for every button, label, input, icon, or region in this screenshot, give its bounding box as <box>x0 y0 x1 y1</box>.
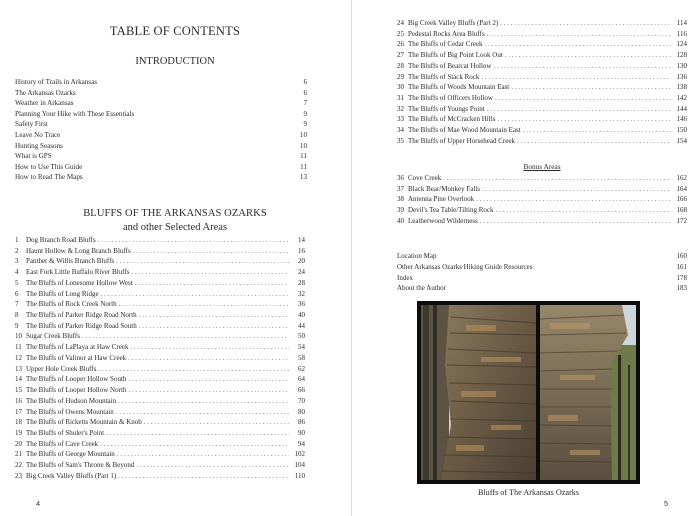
dot-leader <box>117 449 289 460</box>
toc-entry <box>15 119 307 130</box>
entry-page-number: 168 <box>676 206 687 215</box>
entry-page-number: 36 <box>298 300 305 309</box>
entry-page-number: 110 <box>294 471 305 480</box>
dot-leader <box>480 216 671 227</box>
entry-title: Leatherwood Wilderness <box>408 216 478 225</box>
entry-title: East Fork Little Buffalo River Bluffs <box>26 268 130 277</box>
entry-title: The Bluffs of Youngs Point <box>408 104 485 113</box>
entry-number: 7 <box>15 300 19 309</box>
entry-title: The Bluffs of Looper Hollow North <box>26 386 127 395</box>
dot-leader <box>100 439 289 450</box>
entry-title: Dog Branch Road Bluffs <box>26 236 96 244</box>
entry-number: 5 <box>15 278 19 287</box>
entry-number: 21 <box>15 450 22 459</box>
toc-entry <box>15 88 307 99</box>
entry-title: The Bluffs of Mae Wood Mountain East <box>408 126 521 135</box>
toc-entry <box>15 130 307 141</box>
entry-page-number: 20 <box>298 257 305 266</box>
toc-entry <box>397 114 687 125</box>
entry-title: Big Creek Valley Bluffs (Part 2) <box>408 19 499 27</box>
entry-title: How to Read The Maps <box>15 173 83 182</box>
entry-number: 6 <box>15 289 19 298</box>
page-number: 4 <box>36 499 41 508</box>
entry-page-number: 11 <box>300 152 307 161</box>
toc-entry <box>15 289 305 300</box>
entry-title: The Bluffs of Cave Creek <box>26 439 99 448</box>
bonus-areas-title: Bonus Areas <box>523 162 561 171</box>
dot-leader <box>500 18 671 29</box>
dot-leader <box>116 256 289 267</box>
toc-entry <box>15 321 305 332</box>
entry-number: 20 <box>15 439 22 448</box>
entry-title: The Bluffs of Looper Hollow South <box>26 375 127 384</box>
toc-entry <box>15 417 305 428</box>
bonus-areas-list <box>397 173 687 227</box>
entry-page-number: 172 <box>676 216 687 225</box>
entry-number: 19 <box>15 428 22 437</box>
toc-entry <box>397 39 687 50</box>
entry-title: The Bluffs of Hudson Mountain <box>26 396 117 405</box>
entry-number: 40 <box>397 216 404 225</box>
entry-title: Black Bear/Monkey Falls <box>408 184 480 193</box>
entry-page-number: 6 <box>303 78 307 86</box>
entry-title: The Bluffs of Parker Ridge Road South <box>26 321 137 330</box>
entry-title: Pedestal Rocks Area Bluffs <box>408 29 485 38</box>
entry-title: Panther & Willis Branch Bluffs <box>26 257 115 266</box>
entry-number: 12 <box>15 353 22 362</box>
entry-page-number: 178 <box>676 273 687 282</box>
dot-leader <box>139 321 289 332</box>
toc-entry <box>397 251 687 262</box>
entry-page-number: 24 <box>298 268 305 277</box>
entry-title: The Bluffs of Upper Horsehead Creek <box>408 136 515 145</box>
entry-title: Other Arkansas Ozarks Hiking Guide Resources <box>397 262 533 271</box>
entry-page-number: 16 <box>298 246 305 255</box>
entry-title: The Bluffs of Shuler's Point <box>26 428 105 437</box>
entry-page-number: 7 <box>303 99 307 108</box>
entry-page-number: 80 <box>298 407 305 416</box>
entry-title: The Bluffs of McCracken Hills <box>408 115 496 124</box>
dot-leader <box>135 278 289 289</box>
entry-title: Antenna Pine Overlook <box>408 195 475 204</box>
dot-leader <box>443 173 671 184</box>
entry-page-number: 64 <box>298 375 305 384</box>
entry-page-number: 9 <box>303 120 307 129</box>
entry-page-number: 130 <box>676 61 687 70</box>
toc-entry <box>15 471 305 482</box>
entry-title: Index <box>397 273 413 282</box>
dot-leader <box>487 104 671 115</box>
entry-title: The Bluffs of Sam's Throne & Beyond <box>26 461 135 470</box>
dot-leader <box>505 50 671 61</box>
dot-leader <box>481 72 671 83</box>
dot-leader <box>116 407 289 418</box>
entry-title: Sugar Creek Bluffs <box>26 332 80 341</box>
toc-entry <box>397 194 687 205</box>
entry-title: How to Use This Guide <box>15 162 83 171</box>
dot-leader <box>517 136 671 147</box>
entry-number: 25 <box>397 29 404 38</box>
dot-leader <box>487 29 671 40</box>
entry-page-number: 13 <box>299 173 307 182</box>
back-matter-list <box>397 251 687 294</box>
entry-page-number: 11 <box>300 162 307 171</box>
entry-title: The Bluffs of Bearcat Hollow <box>408 61 492 70</box>
bluff-photo-frame <box>417 301 640 484</box>
entry-title: The Bluffs of LaPlaya at Haw Creek <box>26 343 129 352</box>
entry-number: 28 <box>397 61 404 70</box>
entry-number: 39 <box>397 206 404 215</box>
toc-entry <box>15 151 307 162</box>
dot-leader <box>144 417 289 428</box>
toc-entry <box>15 385 305 396</box>
entry-title: The Bluffs of Stack Rock <box>408 72 480 81</box>
entry-title: The Bluffs of Ricketts Mountain & Knob <box>26 418 142 427</box>
intro-list <box>15 77 307 183</box>
toc-entry <box>397 136 687 147</box>
dot-leader <box>119 299 289 310</box>
dot-leader <box>106 428 289 439</box>
entry-page-number: 40 <box>298 311 305 320</box>
toc-entry <box>15 460 305 471</box>
entry-page-number: 28 <box>298 278 305 287</box>
dot-leader <box>128 353 289 364</box>
entry-title: The Bluffs of Officers Hollow <box>408 94 493 103</box>
entry-number: 13 <box>15 364 22 373</box>
entry-number: 14 <box>15 375 22 384</box>
entry-page-number: 150 <box>676 126 687 135</box>
entry-number: 18 <box>15 418 22 427</box>
toc-entry <box>15 77 307 88</box>
entry-number: 2 <box>15 246 19 255</box>
toc-entry <box>397 29 687 40</box>
toc-entry <box>397 104 687 115</box>
toc-entry <box>15 331 305 342</box>
entry-number: 10 <box>15 332 22 341</box>
toc-entry <box>15 246 305 257</box>
entry-page-number: 90 <box>298 428 305 437</box>
entry-page-number: 14 <box>298 236 305 244</box>
entry-number: 22 <box>15 461 22 470</box>
entry-number: 26 <box>397 40 404 49</box>
toc-entry <box>397 173 687 184</box>
entry-page-number: 164 <box>676 184 687 193</box>
toc-entry <box>15 98 307 109</box>
toc-entry <box>15 235 305 246</box>
dot-leader <box>497 114 671 125</box>
entry-page-number: 166 <box>676 195 687 204</box>
entry-number: 15 <box>15 386 22 395</box>
entry-title: The Arkansas Ozarks <box>15 88 76 97</box>
entry-page-number: 6 <box>303 88 307 97</box>
toc-entry <box>15 310 305 321</box>
entry-page-number: 138 <box>676 83 687 92</box>
entry-number: 16 <box>15 396 22 405</box>
entry-number: 37 <box>397 184 404 193</box>
entry-page-number: 66 <box>298 386 305 395</box>
dot-leader <box>523 125 671 136</box>
bluffs-section-subtitle: and other Selected Areas <box>122 222 228 233</box>
entry-title: Weather in Arkansas <box>15 99 74 108</box>
entry-number: 30 <box>397 83 404 92</box>
entry-number: 1 <box>15 236 19 244</box>
toc-entry <box>397 72 687 83</box>
entry-number: 8 <box>15 311 19 320</box>
toc-entry <box>15 439 305 450</box>
dot-leader <box>101 289 289 300</box>
entry-page-number: 144 <box>676 104 687 113</box>
dot-leader <box>496 205 671 216</box>
toc-entry <box>15 449 305 460</box>
bluffs-section-title: BLUFFS OF THE ARKANSAS OZARKS <box>83 208 267 219</box>
entry-page-number: 58 <box>298 353 305 362</box>
entry-title: The Bluffs of Cedar Creek <box>408 40 483 49</box>
entry-page-number: 62 <box>298 364 305 373</box>
entry-number: 32 <box>397 104 404 113</box>
entry-number: 17 <box>15 407 22 416</box>
dot-leader <box>118 396 289 407</box>
right-page <box>352 0 700 516</box>
toc-entry <box>15 407 305 418</box>
toc-entry <box>15 162 307 173</box>
entry-page-number: 102 <box>294 450 305 459</box>
entry-number: 35 <box>397 136 404 145</box>
toc-entry <box>15 353 305 364</box>
entry-number: 11 <box>15 343 22 352</box>
entry-title: Location Map <box>397 252 437 260</box>
entry-page-number: 116 <box>676 29 687 38</box>
toc-entry <box>15 342 305 353</box>
dot-leader <box>133 246 289 257</box>
entry-number: 4 <box>15 268 19 277</box>
toc-entry <box>397 216 687 227</box>
entry-page-number: 114 <box>676 19 687 27</box>
entry-title: History of Trails in Arkansas <box>15 78 97 86</box>
bluffs-list-part-2 <box>397 18 687 147</box>
entry-number: 29 <box>397 72 404 81</box>
entry-number: 3 <box>15 257 19 266</box>
photo-caption: Bluffs of The Arkansas Ozarks <box>477 488 580 497</box>
toc-entry <box>15 299 305 310</box>
entry-number: 31 <box>397 94 404 103</box>
entry-page-number: 142 <box>676 94 687 103</box>
dot-leader <box>495 93 671 104</box>
entry-title: The Bluffs of Valinor at Haw Creek <box>26 353 127 362</box>
toc-entry <box>15 364 305 375</box>
dot-leader <box>82 331 289 342</box>
entry-title: The Bluffs of Lonesome Hollow West <box>26 278 133 287</box>
entry-number: 34 <box>397 126 404 135</box>
dot-leader <box>476 194 671 205</box>
entry-page-number: 154 <box>676 136 687 145</box>
entry-number: 36 <box>397 174 404 182</box>
toc-entry <box>397 82 687 93</box>
bluff-rock-image <box>421 305 536 480</box>
entry-page-number: 128 <box>676 51 687 60</box>
entry-title: The Bluffs of Rock Creek North <box>26 300 117 309</box>
entry-title: What is GPS <box>15 152 52 161</box>
entry-number: 9 <box>15 321 19 330</box>
bluff-photo-left <box>421 305 536 480</box>
entry-page-number: 10 <box>299 130 307 139</box>
toc-entry <box>15 141 307 152</box>
entry-page-number: 32 <box>298 289 305 298</box>
toc-entry <box>397 205 687 216</box>
entry-page-number: 124 <box>676 40 687 49</box>
entry-number: 24 <box>397 19 404 27</box>
entry-number: 33 <box>397 115 404 124</box>
dot-leader <box>139 310 289 321</box>
toc-entry <box>15 278 305 289</box>
entry-title: The Bluffs of George Mountain <box>26 450 115 459</box>
entry-number: 23 <box>15 471 22 480</box>
toc-entry <box>397 283 687 294</box>
toc-entry <box>397 262 687 273</box>
toc-entry <box>397 125 687 136</box>
entry-page-number: 94 <box>298 439 305 448</box>
entry-page-number: 136 <box>676 72 687 81</box>
entry-page-number: 54 <box>298 343 305 352</box>
entry-number: 38 <box>397 195 404 204</box>
dot-leader <box>118 471 289 482</box>
dot-leader <box>136 460 289 471</box>
toc-entry <box>15 428 305 439</box>
entry-page-number: 162 <box>676 174 687 182</box>
dot-leader <box>98 235 289 246</box>
toc-entry <box>397 18 687 29</box>
toc-entry <box>15 172 307 183</box>
entry-page-number: 104 <box>294 461 305 470</box>
entry-number: 27 <box>397 51 404 60</box>
dot-leader <box>128 385 289 396</box>
toc-entry <box>397 50 687 61</box>
bluffs-list-part-1 <box>15 235 305 482</box>
entry-title: The Bluffs of Big Point Look Out <box>408 51 503 60</box>
entry-page-number: 161 <box>676 262 687 271</box>
intro-section-title: INTRODUCTION <box>135 56 215 67</box>
entry-title: Hunting Seasons <box>15 141 63 150</box>
toc-entry <box>15 396 305 407</box>
toc-entry <box>15 256 305 267</box>
toc-entry <box>397 273 687 284</box>
entry-title: Devil's Tea Table/Tilting Rock <box>408 206 494 215</box>
entry-page-number: 160 <box>676 252 687 260</box>
page-number: 5 <box>664 499 669 508</box>
dot-leader <box>493 61 671 72</box>
entry-page-number: 9 <box>303 109 307 118</box>
entry-page-number: 86 <box>298 418 305 427</box>
entry-title: Safety First <box>15 120 48 129</box>
entry-title: About the Author <box>397 284 446 293</box>
bluff-photo-right <box>540 305 636 480</box>
toc-title: TABLE OF CONTENTS <box>109 24 241 38</box>
toc-entry <box>15 109 307 120</box>
entry-title: Haunt Hollow & Long Branch Bluffs <box>26 246 131 255</box>
dot-leader <box>131 342 289 353</box>
dot-leader <box>482 184 671 195</box>
entry-page-number: 183 <box>676 284 687 293</box>
dot-leader <box>128 374 289 385</box>
toc-entry <box>397 93 687 104</box>
dot-leader <box>131 267 289 278</box>
entry-title: Cove Creek <box>408 174 442 182</box>
dot-leader <box>511 82 671 93</box>
toc-entry <box>15 374 305 385</box>
entry-title: The Bluffs of Owens Mountain <box>26 407 114 416</box>
entry-page-number: 44 <box>298 321 305 330</box>
entry-page-number: 10 <box>299 141 307 150</box>
entry-title: The Bluffs of Long Ridge <box>26 289 99 298</box>
dot-leader <box>98 364 289 375</box>
entry-title: Upper Hole Creek Bluffs <box>26 364 97 373</box>
entry-page-number: 50 <box>298 332 305 341</box>
toc-entry <box>15 267 305 278</box>
entry-page-number: 146 <box>676 115 687 124</box>
entry-title: Planning Your Hike with These Essentials <box>15 109 135 118</box>
entry-title: The Bluffs of Parker Ridge Road North <box>26 311 137 320</box>
entry-title: Leave No Trace <box>15 130 61 139</box>
toc-entry <box>397 61 687 72</box>
entry-page-number: 70 <box>298 396 305 405</box>
entry-title: The Bluffs of Woods Mountain East <box>408 83 510 92</box>
entry-title: Big Creek Valley Bluffs (Part 1) <box>26 471 117 480</box>
dot-leader <box>485 39 671 50</box>
bluff-overhang-image <box>540 305 636 480</box>
toc-entry <box>397 184 687 195</box>
